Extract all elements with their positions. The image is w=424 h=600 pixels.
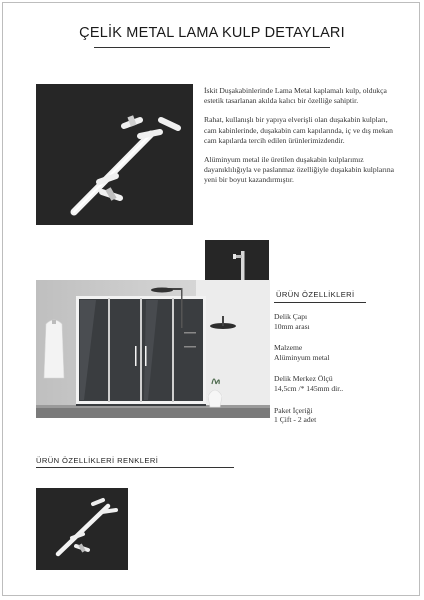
spec-item <box>274 312 404 331</box>
shower-cabin-scene <box>36 280 270 418</box>
handle-photo-main <box>36 84 193 225</box>
colors-heading: ÜRÜN ÖZELLİKLERİ RENKLERİ <box>36 456 159 465</box>
white-bar-handle-image <box>36 84 193 225</box>
spec-label: Delik Çapı <box>274 312 308 321</box>
intro-paragraph-2: Rahat, kullanışlı bir yapıya elverişli olan duşakabin kulpları, cam kabinlerinde, duşakabin cam kapılarında, iç ve dış mekan cam kapılarda tercih edilen ürünlerimizdendir. <box>204 115 393 145</box>
spec-item <box>274 374 404 393</box>
features-list <box>274 312 404 437</box>
spec-item <box>274 343 404 362</box>
spec-value: 1 Çift - 2 adet <box>274 415 317 425</box>
intro-paragraph-1: İskit Duşakabinlerinde Lama Metal kaplamalı kulp, oldukça estetik tasarlanan akılda kalıcı bir özelliğe sahiptir. <box>204 86 387 106</box>
spec-value: Alüminyum metal <box>274 352 330 362</box>
spec-item <box>274 406 404 425</box>
intro-text <box>204 86 400 195</box>
spec-label: Delik Merkez Ölçü <box>274 374 333 384</box>
title-underline <box>94 47 330 48</box>
features-heading: ÜRÜN ÖZELLİKLERİ <box>276 290 355 299</box>
spec-label: Paket İçeriği <box>274 405 313 415</box>
colors-heading-rule <box>36 467 234 468</box>
features-heading-rule <box>274 302 366 303</box>
spec-value: 10mm arası <box>274 321 310 331</box>
intro-paragraph-3: Alüminyum metal ile üretilen duşakabin kulplarımız dayanıklılığıyla ve paslanmaz özelliğiyle duşakabin kulplarına yeni bir boyut kazandırmıştır. <box>204 155 394 185</box>
white-handle-color-image <box>36 488 128 570</box>
bathroom-shower-photo <box>36 280 270 418</box>
spec-value: 14,5cm /* 145mm dir.. <box>274 383 344 393</box>
handle-color-sample-photo <box>36 488 128 570</box>
page-title: ÇELİK METAL LAMA KULP DETAYLARI <box>79 25 345 41</box>
spec-label: Malzeme <box>274 343 303 353</box>
